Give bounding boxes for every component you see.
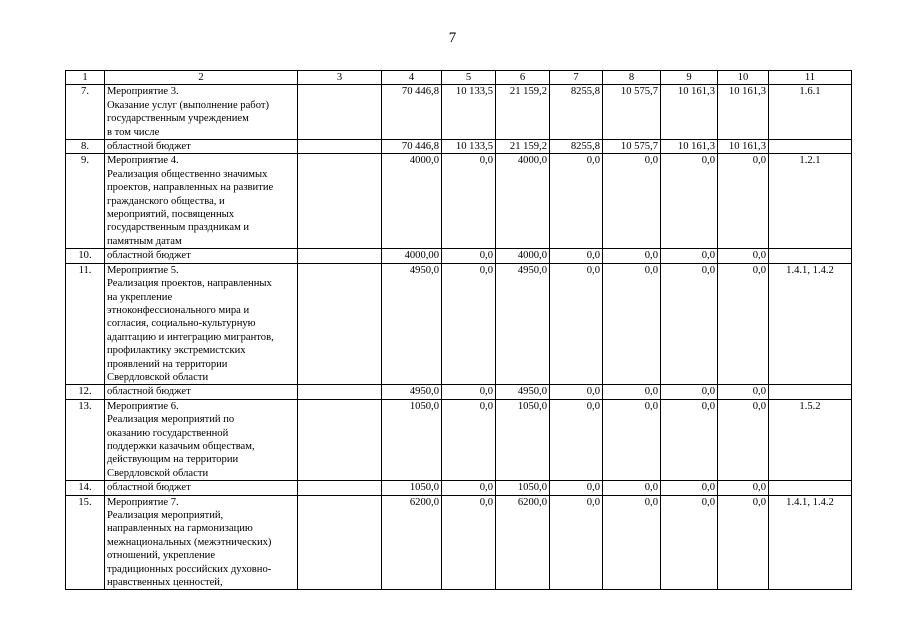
description-line: направленных на гармонизацию: [107, 523, 253, 535]
value-cell: 70 446,8: [382, 140, 442, 154]
row-description: [105, 154, 298, 249]
description-line: Реализация проектов, направленных: [107, 278, 272, 290]
description-line: государственным праздникам и: [107, 222, 250, 234]
value-cell: 0,0: [603, 495, 661, 590]
description-line: областной бюджет: [107, 250, 191, 262]
row-number: 13.: [66, 399, 105, 480]
description-line: Свердловской области: [107, 467, 209, 479]
column-3-cell: [298, 154, 382, 249]
header-cell: 3: [298, 71, 382, 85]
value-cell: 10 133,5: [442, 85, 496, 140]
target-index-cell: [769, 385, 852, 399]
value-cell: 8255,8: [550, 140, 603, 154]
value-cell: 0,0: [603, 399, 661, 480]
table-row: [66, 263, 852, 385]
description-line: отношений, укрепление: [107, 550, 216, 562]
header-cell: 7: [550, 71, 603, 85]
value-cell: 6200,0: [382, 495, 442, 590]
value-cell: 10 575,7: [603, 85, 661, 140]
description-line: на укрепление: [107, 291, 173, 303]
description-line: Мероприятие 4.: [107, 155, 179, 167]
row-number: 14.: [66, 481, 105, 495]
description-line: Свердловской области: [107, 371, 209, 383]
value-cell: 1050,0: [382, 399, 442, 480]
table-row: [66, 85, 852, 140]
value-cell: 0,0: [603, 385, 661, 399]
value-cell: 0,0: [718, 154, 769, 249]
value-cell: 0,0: [550, 399, 603, 480]
target-index-cell: [769, 481, 852, 495]
table-row: [66, 140, 852, 154]
column-3-cell: [298, 85, 382, 140]
target-index-cell: 1.2.1: [769, 154, 852, 249]
description-line: поддержки казачьим обществам,: [107, 440, 255, 452]
target-index-cell: [769, 249, 852, 263]
description-line: Мероприятие 5.: [107, 264, 179, 276]
description-line: гражданского общества, и: [107, 195, 225, 207]
description-line: Мероприятие 3.: [107, 86, 179, 98]
value-cell: 1050,0: [382, 481, 442, 495]
value-cell: 0,0: [442, 154, 496, 249]
value-cell: 0,0: [550, 263, 603, 385]
header-cell: 9: [661, 71, 718, 85]
value-cell: 0,0: [718, 495, 769, 590]
row-number: 8.: [66, 140, 105, 154]
description-line: нравственных ценностей,: [107, 577, 223, 589]
description-line: оказанию государственной: [107, 427, 229, 439]
header-cell: 5: [442, 71, 496, 85]
value-cell: 8255,8: [550, 85, 603, 140]
row-description: [105, 385, 298, 399]
header-cell: 2: [105, 71, 298, 85]
value-cell: 0,0: [661, 481, 718, 495]
value-cell: 4000,0: [496, 249, 550, 263]
target-index-cell: 1.5.2: [769, 399, 852, 480]
row-number: 9.: [66, 154, 105, 249]
description-line: областной бюджет: [107, 386, 191, 398]
value-cell: 1050,0: [496, 399, 550, 480]
value-cell: 10 161,3: [661, 140, 718, 154]
value-cell: 4000,0: [496, 154, 550, 249]
row-description: [105, 140, 298, 154]
description-line: действующим на территории: [107, 454, 239, 466]
row-description: [105, 481, 298, 495]
description-line: Оказание услуг (выполнение работ): [107, 99, 270, 111]
value-cell: 0,0: [661, 399, 718, 480]
header-cell: 1: [66, 71, 105, 85]
column-3-cell: [298, 249, 382, 263]
budget-table: [65, 70, 852, 590]
value-cell: 10 161,3: [661, 85, 718, 140]
description-line: Реализация мероприятий,: [107, 510, 224, 521]
value-cell: 0,0: [442, 481, 496, 495]
description-line: проектов, направленных на развитие: [107, 182, 274, 194]
row-number: 7.: [66, 85, 105, 140]
header-cell: 8: [603, 71, 661, 85]
description-line: Мероприятие 7.: [107, 496, 179, 508]
value-cell: 4950,0: [382, 385, 442, 399]
value-cell: 0,0: [442, 249, 496, 263]
value-cell: 0,0: [603, 263, 661, 385]
table-body: [66, 71, 852, 590]
value-cell: 4950,0: [496, 385, 550, 399]
target-index-cell: 1.6.1: [769, 85, 852, 140]
description-line: Реализация мероприятий по: [107, 414, 235, 426]
table-row: [66, 495, 852, 590]
description-line: адаптацию и интеграцию мигрантов,: [107, 331, 274, 343]
row-number: 11.: [66, 263, 105, 385]
value-cell: 10 133,5: [442, 140, 496, 154]
value-cell: 0,0: [442, 385, 496, 399]
value-cell: 6200,0: [496, 495, 550, 590]
value-cell: 0,0: [442, 263, 496, 385]
row-number: 10.: [66, 249, 105, 263]
value-cell: 0,0: [550, 385, 603, 399]
column-3-cell: [298, 140, 382, 154]
row-number: 12.: [66, 385, 105, 399]
column-3-cell: [298, 481, 382, 495]
row-description: [105, 85, 298, 140]
row-description: [105, 263, 298, 385]
target-index-cell: [769, 140, 852, 154]
value-cell: 0,0: [442, 399, 496, 480]
description-line: памятным датам: [107, 235, 182, 247]
description-line: государственным учреждением: [107, 113, 249, 125]
value-cell: 21 159,2: [496, 140, 550, 154]
header-cell: 4: [382, 71, 442, 85]
value-cell: 0,0: [661, 249, 718, 263]
value-cell: 0,0: [550, 495, 603, 590]
value-cell: 0,0: [661, 385, 718, 399]
value-cell: 10 161,3: [718, 140, 769, 154]
description-line: областной бюджет: [107, 141, 191, 153]
value-cell: 4000,00: [382, 249, 442, 263]
description-line: областной бюджет: [107, 482, 191, 494]
value-cell: 0,0: [718, 249, 769, 263]
column-3-cell: [298, 399, 382, 480]
value-cell: 0,0: [603, 249, 661, 263]
value-cell: 4000,0: [382, 154, 442, 249]
value-cell: 70 446,8: [382, 85, 442, 140]
value-cell: 0,0: [550, 481, 603, 495]
value-cell: 4950,0: [496, 263, 550, 385]
header-row: [66, 71, 852, 85]
page-number: 7: [448, 30, 457, 46]
value-cell: 1050,0: [496, 481, 550, 495]
description-line: мероприятий, посвященных: [107, 209, 235, 221]
row-description: [105, 495, 298, 590]
description-line: проявлений на территории: [107, 358, 228, 370]
value-cell: 0,0: [718, 385, 769, 399]
description-line: этноконфессионального мира и: [107, 304, 250, 316]
table-row: [66, 385, 852, 399]
table-row: [66, 249, 852, 263]
value-cell: 4950,0: [382, 263, 442, 385]
target-index-cell: 1.4.1, 1.4.2: [769, 263, 852, 385]
value-cell: 0,0: [550, 249, 603, 263]
header-cell: 10: [718, 71, 769, 85]
value-cell: 10 575,7: [603, 140, 661, 154]
description-line: профилактику экстремистских: [107, 345, 246, 357]
description-line: согласия, социально-культурную: [107, 318, 256, 330]
description-line: традиционных российских духовно-: [107, 563, 272, 575]
description-line: межнациональных (межэтнических): [107, 536, 272, 548]
value-cell: 0,0: [442, 495, 496, 590]
value-cell: 0,0: [718, 399, 769, 480]
value-cell: 0,0: [718, 263, 769, 385]
description-line: в том числе: [107, 126, 160, 138]
table-row: [66, 399, 852, 480]
description-line: Мероприятие 6.: [107, 400, 179, 412]
value-cell: 0,0: [661, 154, 718, 249]
description-line: Реализация общественно значимых: [107, 168, 268, 180]
target-index-cell: 1.4.1, 1.4.2: [769, 495, 852, 590]
value-cell: 0,0: [603, 154, 661, 249]
table-row: [66, 154, 852, 249]
value-cell: 0,0: [603, 481, 661, 495]
column-3-cell: [298, 495, 382, 590]
value-cell: 0,0: [718, 481, 769, 495]
table-row: [66, 481, 852, 495]
value-cell: 21 159,2: [496, 85, 550, 140]
value-cell: 0,0: [661, 263, 718, 385]
column-3-cell: [298, 263, 382, 385]
value-cell: 0,0: [661, 495, 718, 590]
row-description: [105, 399, 298, 480]
header-cell: 6: [496, 71, 550, 85]
column-3-cell: [298, 385, 382, 399]
row-description: [105, 249, 298, 263]
value-cell: 0,0: [550, 154, 603, 249]
value-cell: 10 161,3: [718, 85, 769, 140]
row-number: 15.: [66, 495, 105, 590]
header-cell: 11: [769, 71, 852, 85]
